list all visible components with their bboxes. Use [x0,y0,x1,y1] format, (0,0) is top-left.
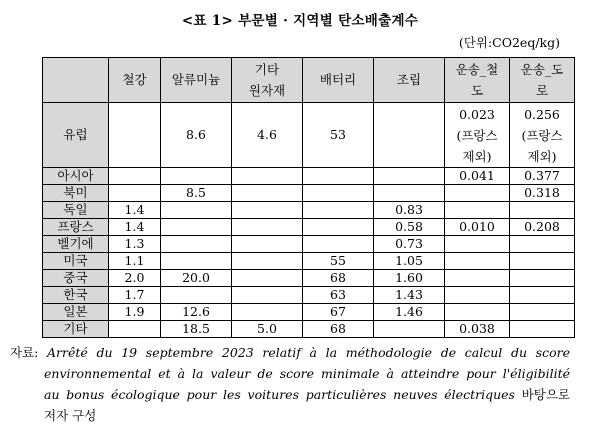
table-cell [510,270,575,287]
table-cell: 1.05 [374,253,445,270]
table-cell: 0.208 [510,219,575,236]
table-cell: 1.60 [374,270,445,287]
table-cell: 5.0 [232,321,303,338]
table-cell [510,287,575,304]
table-cell [109,185,161,202]
cell-line: 제외) [527,148,557,164]
source-line-4: 저자 구성 [44,408,97,423]
row-label: 북미 [43,185,109,202]
table-cell: 0.041 [445,168,510,185]
table-row [43,236,575,253]
column-header [232,58,303,103]
table-cell [374,168,445,185]
cell-line: (프랑스 [521,127,563,143]
table-cell: 1.7 [109,287,161,304]
source-citation-2: environnemental et à la valeur de score minimale à atteindre pour l'éligibilité [44,366,570,381]
table-cell [232,270,303,287]
table-cell [374,185,445,202]
table-cell [232,168,303,185]
table-cell [510,321,575,338]
table-row [43,185,575,202]
source-line-3 [10,384,570,405]
table-cell [232,253,303,270]
table-caption: <표 1> 부문별 · 지역별 탄소배출계수 [181,13,419,29]
table-cell [109,168,161,185]
row-label: 유럽 [43,103,109,168]
table-cell [510,103,575,168]
table-cell: 53 [303,103,374,168]
cell-line: (프랑스 [456,127,498,143]
row-label: 벨기에 [43,236,109,253]
header-row [43,58,575,103]
table-cell: 1.4 [109,219,161,236]
table-cell: 0.83 [374,202,445,219]
table-cell [445,202,510,219]
source-lead: 자료: [10,345,48,360]
table-cell: 1.43 [374,287,445,304]
source-citation-3: au bonus écologique pour les voitures particulières neuves électriques [44,387,515,402]
table-cell [374,321,445,338]
table-cell: 1.46 [374,304,445,321]
table-cell [445,304,510,321]
table-cell [445,287,510,304]
table-cell: 8.6 [161,103,232,168]
column-header [43,58,109,103]
table-cell [232,185,303,202]
table-cell: 68 [303,321,374,338]
table-cell [510,202,575,219]
column-header: 배터리 [303,58,374,103]
table-row [43,270,575,287]
header-line: 운송_도 [520,62,564,77]
table-cell: 12.6 [161,304,232,321]
table-cell: 0.038 [445,321,510,338]
table-cell [161,168,232,185]
emission-factor-table [42,57,575,338]
table-cell: 0.377 [510,168,575,185]
table-cell: 18.5 [161,321,232,338]
source-tail: 바탕으로 [514,387,571,402]
table-cell: 67 [303,304,374,321]
table-cell: 1.1 [109,253,161,270]
table-cell: 2.0 [109,270,161,287]
table-cell [303,168,374,185]
table-cell [232,304,303,321]
row-label: 미국 [43,253,109,270]
table-row [43,219,575,236]
table-cell [161,202,232,219]
table-cell: 0.58 [374,219,445,236]
unit-label: (단위:CO2eq/kg) [458,35,560,50]
table-cell [161,287,232,304]
table-cell [232,219,303,236]
table-cell [232,236,303,253]
table-cell [445,270,510,287]
table-cell: 1.3 [109,236,161,253]
table-cell [445,253,510,270]
table-cell: 0.73 [374,236,445,253]
table-cell [510,304,575,321]
table-cell [232,287,303,304]
table-row [43,103,575,168]
table-cell [374,103,445,168]
table-cell [445,103,510,168]
table-cell [161,219,232,236]
table-cell: 1.4 [109,202,161,219]
table-cell [445,185,510,202]
column-header: 조립 [374,58,445,103]
table-cell: 8.5 [161,185,232,202]
source-note [10,342,570,426]
table-row [43,168,575,185]
table-row [43,287,575,304]
column-header [510,58,575,103]
source-line-1 [10,342,570,363]
table-cell [161,236,232,253]
cell-line: 제외) [462,148,492,164]
header-line: 원자재 [248,83,286,98]
table-cell [445,236,510,253]
table-row [43,202,575,219]
row-label: 아시아 [43,168,109,185]
row-label: 한국 [43,287,109,304]
table-row [43,304,575,321]
table-cell [510,253,575,270]
table-cell [510,236,575,253]
table-cell [303,185,374,202]
table-cell: 63 [303,287,374,304]
column-header [445,58,510,103]
header-line: 기타 [254,62,280,77]
table-cell: 1.9 [109,304,161,321]
header-line: 운송_철 [455,62,499,77]
table-row [43,253,575,270]
header-line: 로 [535,83,549,98]
row-label: 프랑스 [43,219,109,236]
column-header: 철강 [109,58,161,103]
table-cell: 0.010 [445,219,510,236]
row-label: 일본 [43,304,109,321]
table-cell [303,219,374,236]
table-row [43,321,575,338]
table-cell: 4.6 [232,103,303,168]
row-label: 중국 [43,270,109,287]
cell-line: 0.256 [524,106,560,122]
header-line: 도 [470,83,484,98]
cell-line: 0.023 [459,106,495,122]
table-cell [109,321,161,338]
table-cell [109,103,161,168]
table-cell [232,202,303,219]
source-citation-1: Arrêté du 19 septembre 2023 relatif à la méthodologie de calcul du score [47,345,570,360]
column-header: 알류미늄 [161,58,232,103]
table-cell: 55 [303,253,374,270]
table-cell: 0.318 [510,185,575,202]
table-cell [303,202,374,219]
table-cell [303,236,374,253]
row-label: 독일 [43,202,109,219]
table-cell [161,253,232,270]
table-cell: 20.0 [161,270,232,287]
table-cell: 68 [303,270,374,287]
row-label: 기타 [43,321,109,338]
